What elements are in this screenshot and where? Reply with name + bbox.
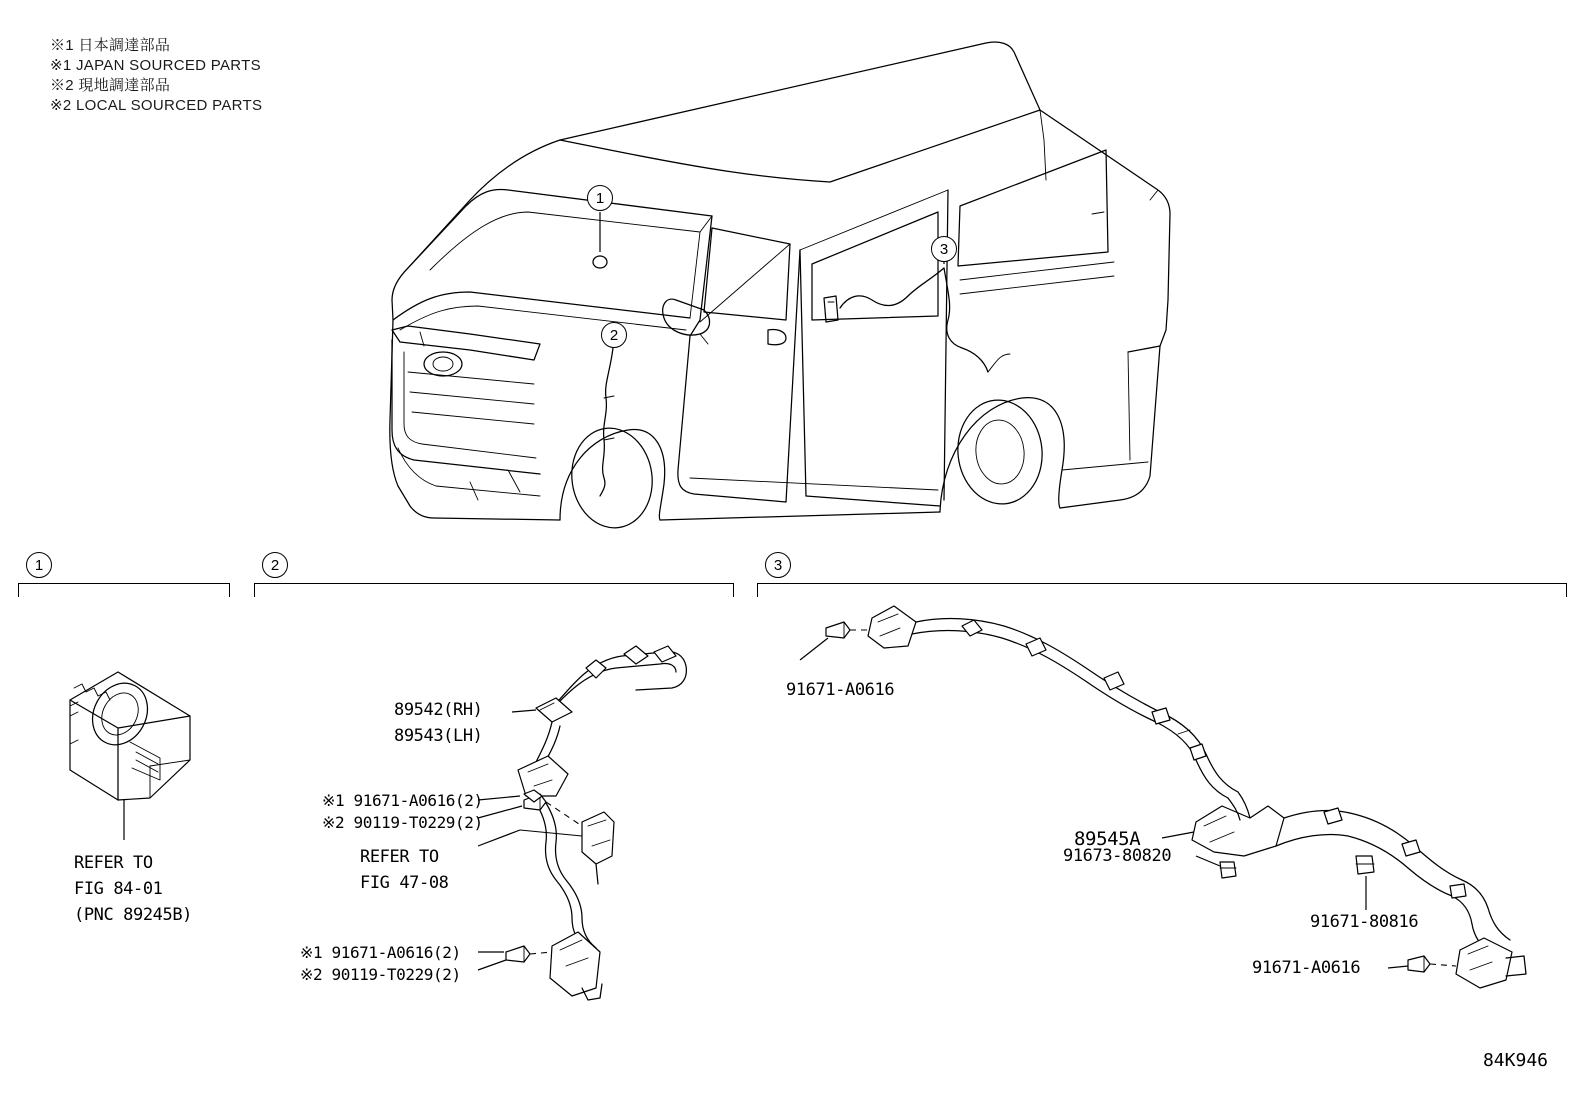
sensor-lh-label: 89543(LH) <box>394 726 483 746</box>
section3-bolt-mid-label: 91673-80820 <box>1063 846 1172 866</box>
refer47-line-2: FIG 47-08 <box>360 873 449 893</box>
section3-bolt-bottom-label: 91671-A0616 <box>1252 958 1361 978</box>
bolt-lower-label-1: ※1 91671-A0616(2) <box>300 943 461 962</box>
vehicle-callout-1[interactable]: 1 <box>587 185 613 211</box>
section-callout-1[interactable]: 1 <box>26 552 52 578</box>
section3-bolt-right-label: 91671-80816 <box>1310 912 1419 932</box>
note-line-2: ※1 JAPAN SOURCED PARTS <box>50 57 261 74</box>
bolt-upper-label-1: ※1 91671-A0616(2) <box>322 791 483 810</box>
refer-line-2: FIG 84-01 <box>74 879 163 899</box>
refer-line-1: REFER TO <box>74 853 153 873</box>
section3-sensor-label: 89545A <box>1074 828 1141 850</box>
section3-bolt-top-label: 91671-A0616 <box>786 680 895 700</box>
bolt-lower-label-2: ※2 90119-T0229(2) <box>300 965 461 984</box>
section-callout-3[interactable]: 3 <box>765 552 791 578</box>
refer-line-3: (PNC 89245B) <box>74 905 193 925</box>
figure-code: 84K946 <box>1482 1050 1548 1071</box>
sensor-rh-label: 89542(RH) <box>394 700 483 720</box>
vehicle-callout-3[interactable]: 3 <box>931 236 957 262</box>
note-line-1: ※1 日本調達部品 <box>50 37 171 54</box>
refer47-line-1: REFER TO <box>360 847 439 867</box>
section-callout-2[interactable]: 2 <box>262 552 288 578</box>
note-line-4: ※2 LOCAL SOURCED PARTS <box>50 97 263 114</box>
vehicle-callout-2[interactable]: 2 <box>601 322 627 348</box>
note-line-3: ※2 現地調達部品 <box>50 77 171 94</box>
bolt-upper-label-2: ※2 90119-T0229(2) <box>322 813 483 832</box>
